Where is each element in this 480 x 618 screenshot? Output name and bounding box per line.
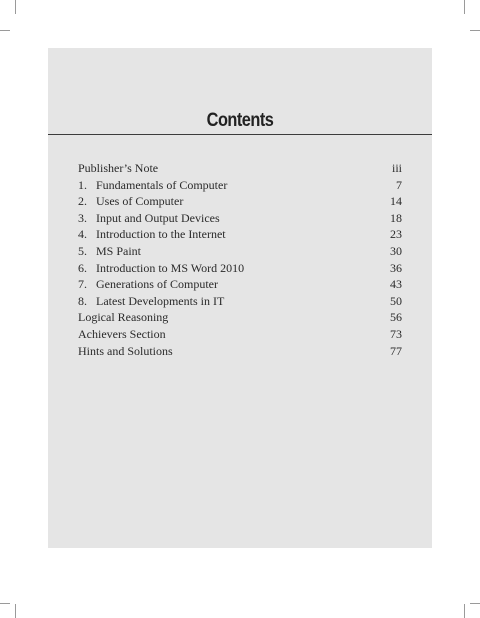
toc-entry-page: 43 — [390, 277, 402, 292]
crop-mark — [470, 603, 480, 604]
toc-entry-title — [78, 210, 220, 227]
toc-entry-label: Fundamentals of Computer — [96, 177, 228, 192]
crop-mark — [464, 0, 465, 14]
toc-entry-label: Input and Output Devices — [96, 210, 220, 225]
toc-entry-title — [78, 293, 224, 310]
toc-entry-label: MS Paint — [96, 243, 142, 258]
toc-entry-number: 3. — [78, 210, 87, 225]
toc-entry-page: iii — [391, 161, 402, 175]
contents-panel — [48, 48, 432, 548]
toc-entry-page: 7 — [396, 177, 402, 192]
toc-entry-title — [78, 160, 158, 177]
toc-entry — [78, 226, 402, 243]
toc-entry-label: Uses of Computer — [96, 194, 184, 209]
toc-entry-title — [78, 309, 168, 326]
toc-entry — [78, 160, 402, 177]
title-rule — [48, 134, 432, 135]
toc-entry-title — [78, 226, 226, 243]
toc-entry-label: Introduction to the Internet — [96, 227, 226, 242]
toc-entry-label: Generations of Computer — [96, 277, 218, 292]
toc-entry — [78, 193, 402, 210]
toc-entry-title — [78, 343, 173, 360]
toc-entry-label: Logical Reasoning — [78, 310, 169, 325]
toc-entry-label: Latest Developments in IT — [96, 293, 225, 308]
toc-list — [78, 160, 402, 359]
toc-entry — [78, 210, 402, 227]
toc-entry-label: Achievers Section — [78, 326, 166, 341]
toc-entry-page: 50 — [390, 293, 402, 308]
toc-entry-title — [78, 177, 227, 194]
toc-entry-number: 7. — [78, 277, 87, 292]
crop-mark — [464, 604, 465, 618]
toc-entry-page: 36 — [390, 260, 402, 275]
page-title: Contents — [206, 110, 274, 131]
toc-entry-title — [78, 276, 218, 293]
toc-entry — [78, 177, 402, 194]
toc-entry-number: 5. — [78, 243, 87, 258]
toc-entry-title — [78, 326, 166, 343]
crop-mark — [15, 604, 16, 618]
crop-mark — [15, 0, 16, 14]
toc-entry-number: 4. — [78, 227, 87, 242]
toc-entry-page: 73 — [390, 326, 402, 341]
toc-entry — [78, 260, 402, 277]
toc-entry-title — [78, 260, 244, 277]
crop-mark — [0, 603, 10, 604]
toc-entry-page: 30 — [390, 243, 402, 258]
toc-entry-number: 2. — [78, 194, 87, 209]
toc-entry-page: 18 — [390, 210, 402, 225]
toc-entry-page: 14 — [390, 194, 402, 209]
toc-entry — [78, 293, 402, 310]
toc-entry — [78, 326, 402, 343]
toc-entry-title — [78, 193, 183, 210]
toc-entry-label: Hints and Solutions — [78, 343, 173, 358]
crop-mark — [470, 30, 480, 31]
crop-mark — [0, 30, 10, 31]
toc-entry-page: 77 — [390, 343, 402, 358]
toc-entry-label: Introduction to MS Word 2010 — [96, 260, 245, 275]
toc-entry-title — [78, 243, 141, 260]
toc-entry — [78, 243, 402, 260]
toc-entry-page: 56 — [390, 310, 402, 325]
toc-entry — [78, 343, 402, 360]
toc-entry-number: 6. — [78, 260, 87, 275]
toc-entry-label: Publisher’s Note — [78, 161, 159, 175]
toc-entry — [78, 276, 402, 293]
toc-entry-number: 1. — [78, 177, 87, 192]
toc-entry-page: 23 — [390, 227, 402, 242]
toc-entry — [78, 309, 402, 326]
toc-entry-number: 8. — [78, 293, 87, 308]
